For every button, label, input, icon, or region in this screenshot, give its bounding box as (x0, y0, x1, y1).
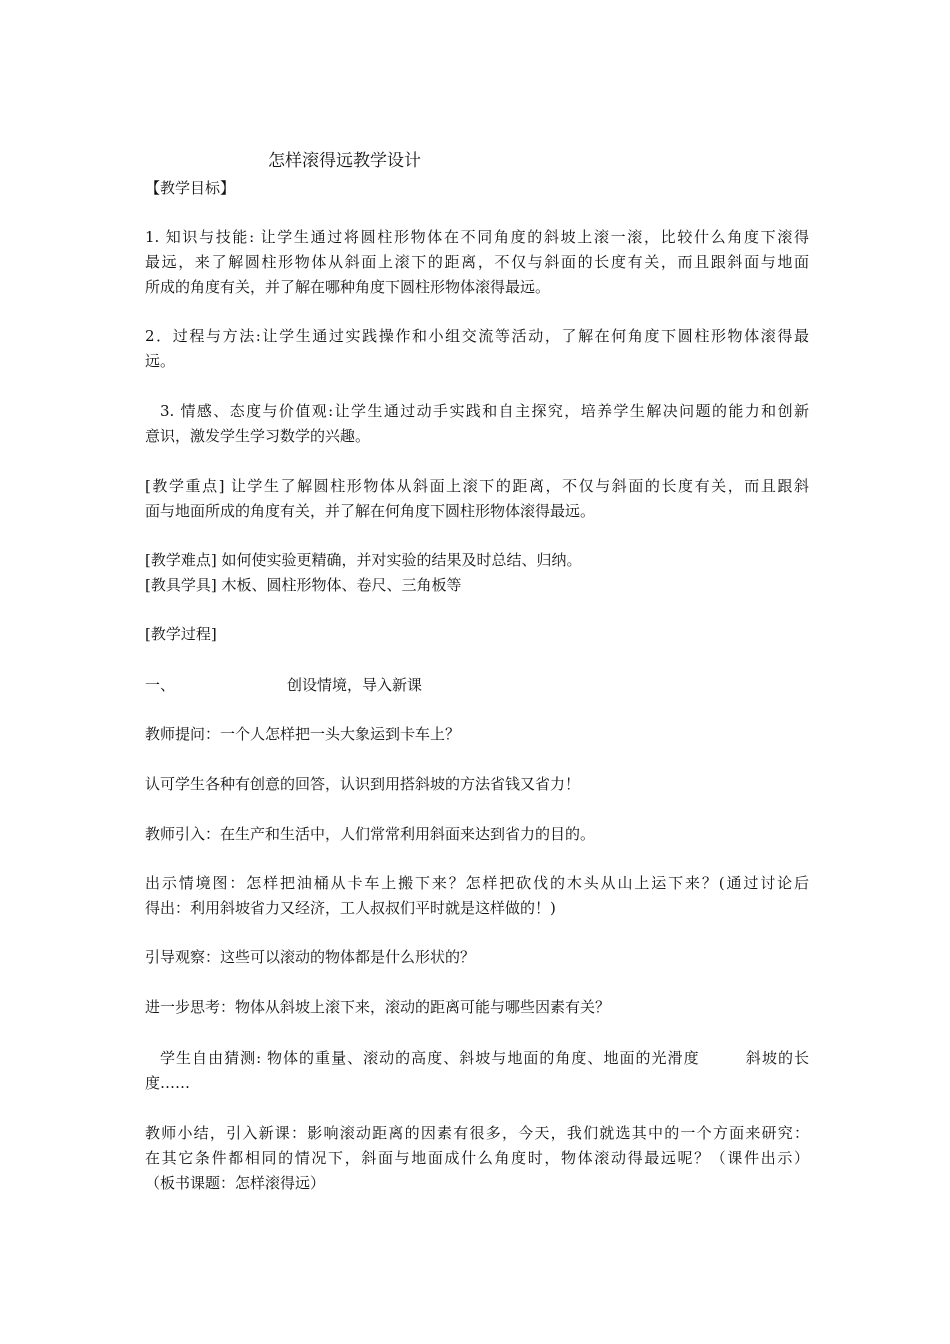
tools-line: [教具学具] 木板、圆柱形物体、卷尺、三角板等 (145, 576, 462, 594)
objective-1-line-3: 所成的角度有关，并了解在哪种角度下圆柱形物体滚得最远。 (145, 278, 551, 296)
objective-2-line-2: 远。 (145, 352, 176, 370)
objective-2-line-1: 2．过程与方法:让学生通过实践操作和小组交流等活动，了解在何角度下圆柱形物体滚得最 (145, 327, 809, 345)
objective-1-line-1: 1. 知识与技能: 让学生通过将圆柱形物体在不同角度的斜坡上滚一滚，比较什么角度下滚得 (145, 228, 809, 246)
guide-observe: 引导观察：这些可以滚动的物体都是什么形状的？ (145, 948, 476, 966)
key-points-line-2: 面与地面所成的角度有关，并了解在何角度下圆柱形物体滚得最远。 (145, 502, 596, 520)
difficulty-line: [教学难点] 如何使实验更精确，并对实验的结果及时总结、归纳。 (145, 551, 582, 569)
objective-3-line-1: 3. 情感、态度与价值观:让学生通过动手实践和自主探究，培养学生解决问题的能力和创新 (160, 402, 809, 420)
section-1-number: 一、 (145, 676, 176, 694)
summary-line-2: 在其它条件都相同的情况下，斜面与地面成什么角度时，物体滚动得最远呢？（课件出示） (145, 1149, 809, 1167)
scenario-line-1: 出示情境图：怎样把油桶从卡车上搬下来？怎样把砍伐的木头从山上运下来？(通过讨论后 (145, 874, 809, 892)
objective-3-line-2: 意识，激发学生学习数学的兴趣。 (145, 427, 371, 445)
summary-line-3: （板书课题：怎样滚得远） (145, 1174, 326, 1192)
further-thinking: 进一步思考：物体从斜坡上滚下来，滚动的距离可能与哪些因素有关？ (145, 998, 611, 1016)
affirm-answers: 认可学生各种有创意的回答，认识到用搭斜坡的方法省钱又省力！ (145, 775, 581, 793)
process-heading: [教学过程] (145, 625, 217, 643)
objective-1-line-2: 最远，来了解圆柱形物体从斜面上滚下的距离，不仅与斜面的长度有关，而且跟斜面与地面 (145, 253, 809, 271)
objectives-heading: 【教学目标】 (145, 179, 236, 197)
teacher-intro: 教师引入：在生产和生活中，人们常常利用斜面来达到省力的目的。 (145, 825, 596, 843)
guess-line-1: 学生自由猜测: 物体的重量、滚动的高度、斜坡与地面的角度、地面的光滑度 斜坡的长 (160, 1049, 809, 1067)
document-title: 怎样滚得远教学设计 (268, 151, 421, 171)
summary-line-1: 教师小结，引入新课：影响滚动距离的因素有很多，今天，我们就选其中的一个方面来研究： (145, 1124, 809, 1142)
scenario-line-2: 得出：利用斜坡省力又经济，工人叔叔们平时就是这样做的！) (145, 899, 556, 917)
key-points-line-1: [教学重点] 让学生了解圆柱形物体从斜面上滚下的距离，不仅与斜面的长度有关，而且跟斜 (145, 477, 809, 495)
teacher-question: 教师提问：一个人怎样把一头大象运到卡车上？ (145, 725, 461, 743)
guess-line-2: 度…… (145, 1074, 191, 1092)
section-1-title: 创设情境，导入新课 (287, 676, 423, 694)
